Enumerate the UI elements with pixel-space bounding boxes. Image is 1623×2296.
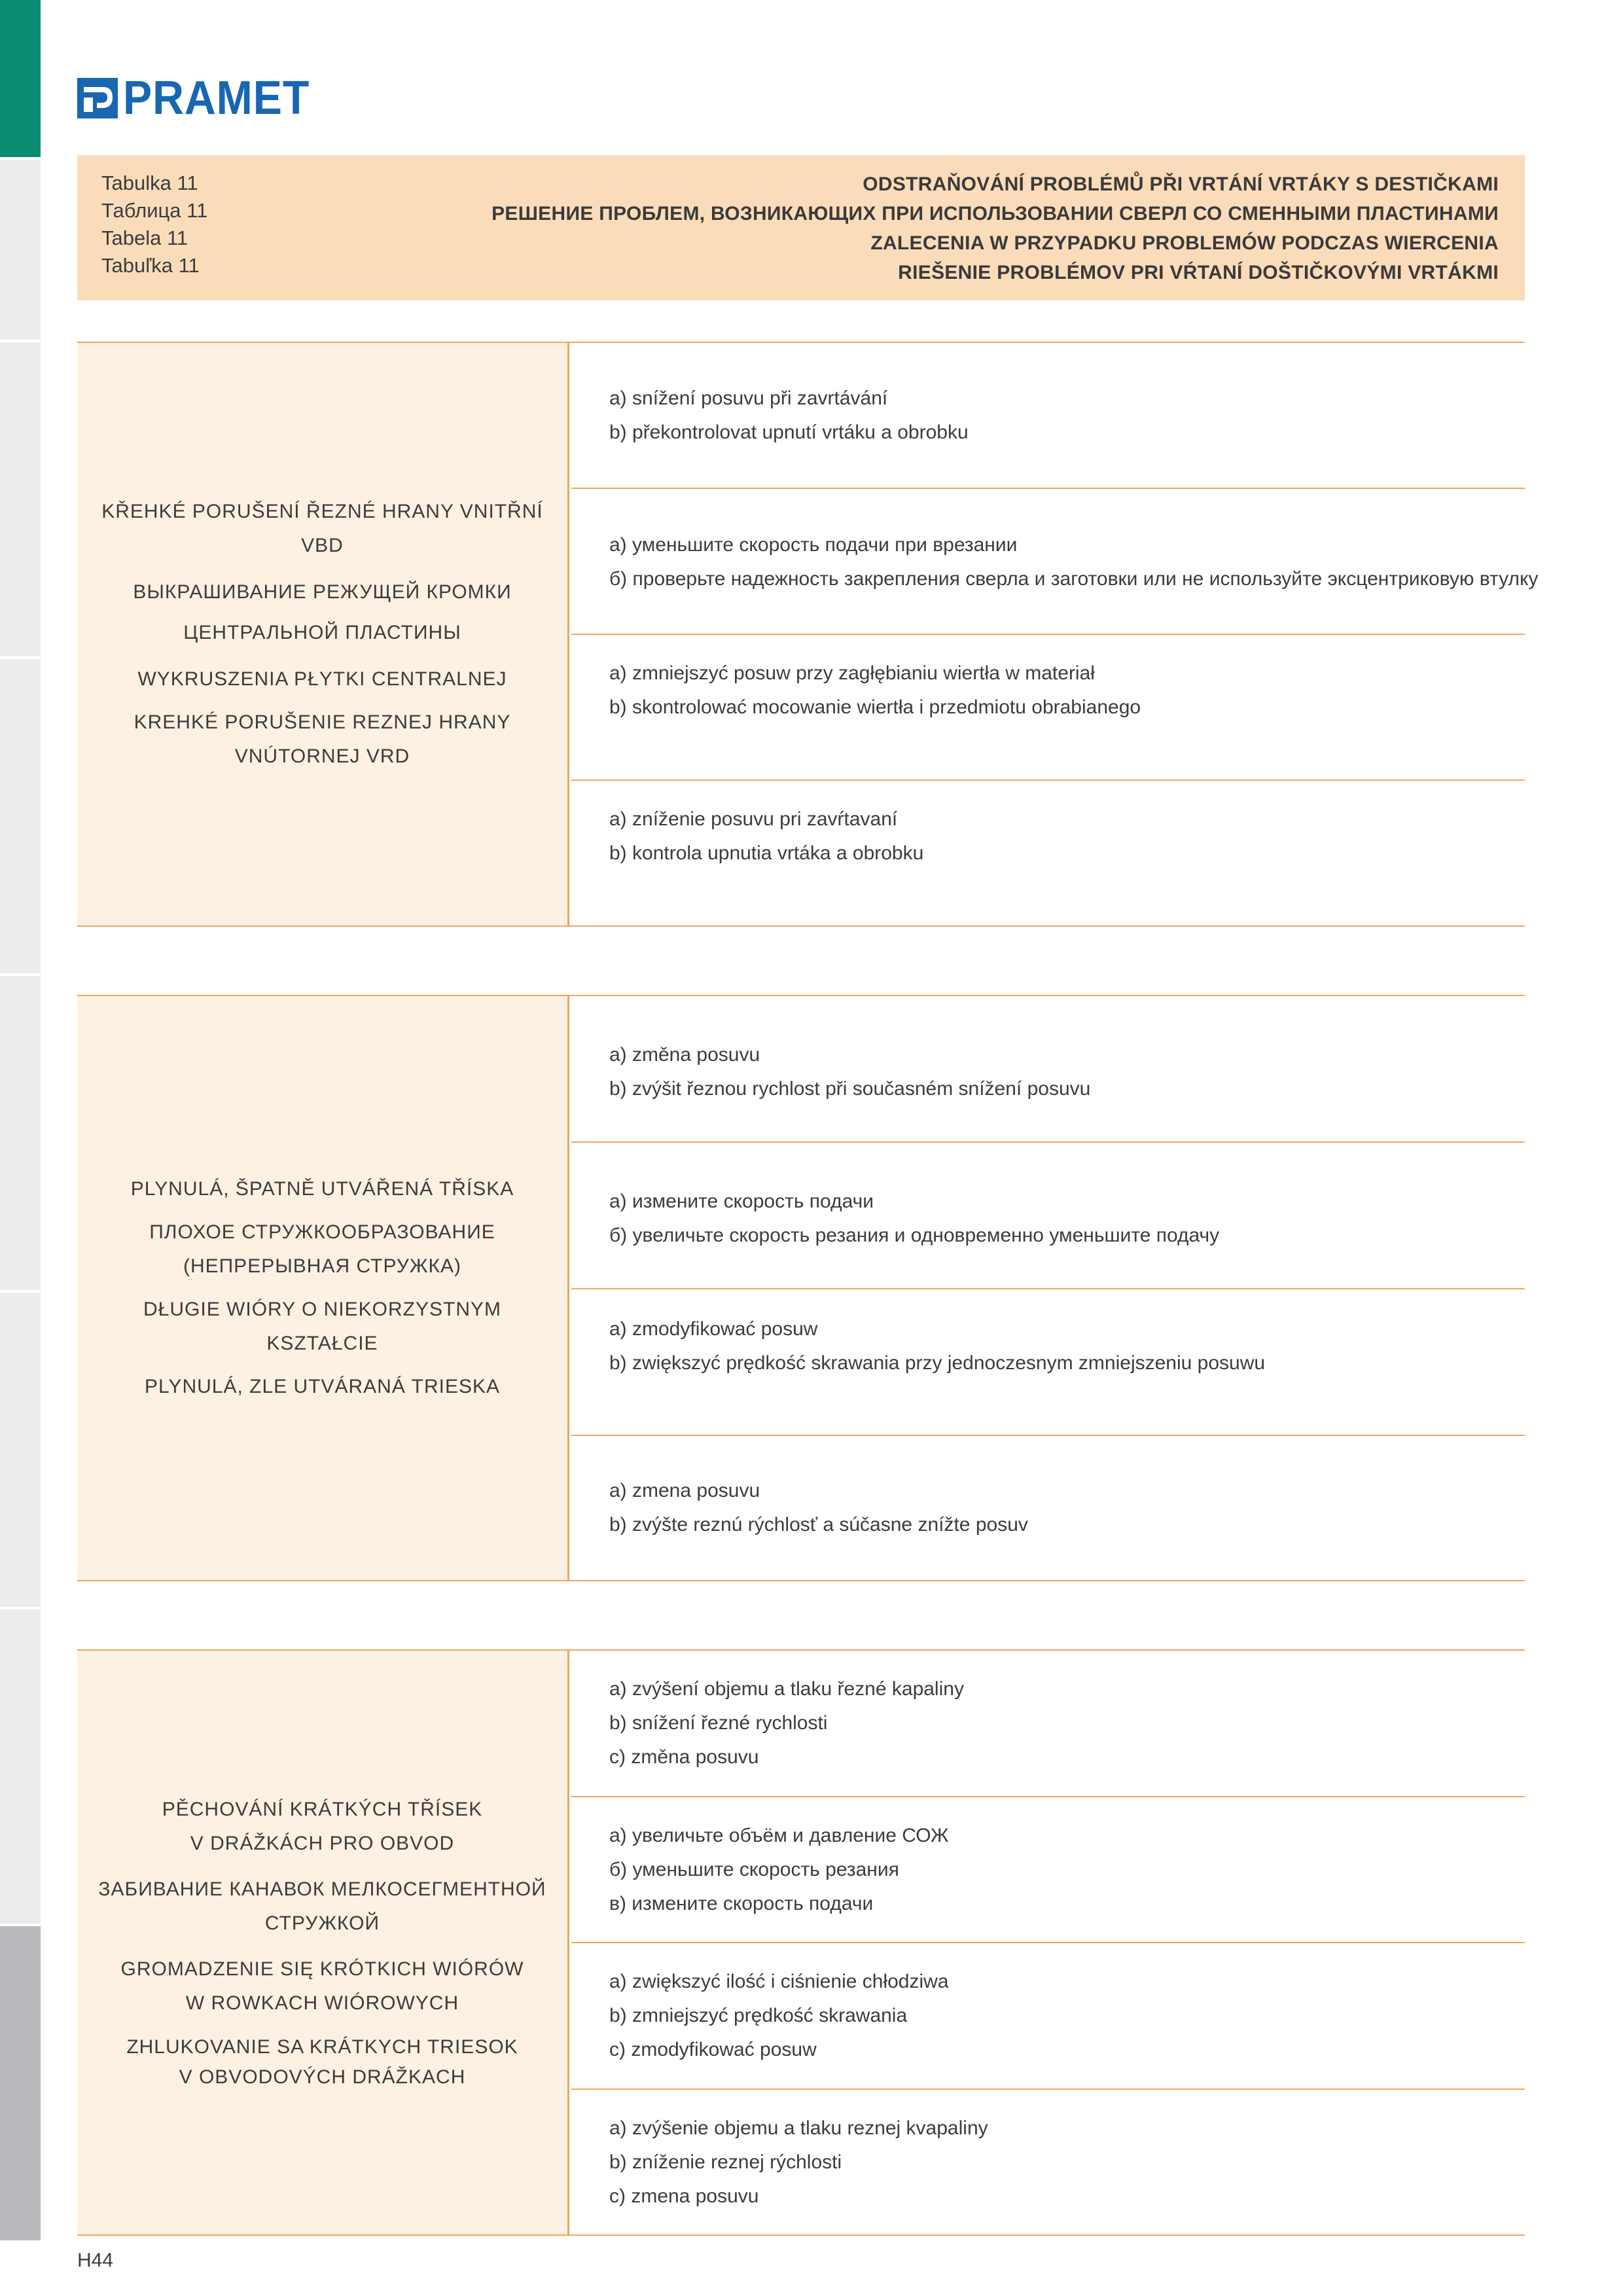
section-tab [0,160,41,342]
solution-line: a) zmena posuvu [609,1480,760,1501]
solution-line: b) zvýšit řeznou rychlost při současném snížení posuvu [609,1078,1091,1100]
table-title: РЕШЕНИЕ ПРОБЛЕМ, ВОЗНИКАЮЩИХ ПРИ ИСПОЛЬЗОВАНИИ СВЕРЛ СО СМЕННЫМИ ПЛАСТИНАМИ [491,203,1499,224]
solution-line: b) kontrola upnutia vrtáka a obrobku [609,842,924,864]
table-titles [491,170,1499,287]
solution-row-pl [571,1288,1525,1435]
section-tab [0,659,41,976]
problem-block [77,995,1525,1581]
table-label: Tabela 11 [101,226,188,249]
problem-text: ЗАБИВАНИЕ КАНАВОК МЕЛКОСЕГМЕНТНОЙ СТРУЖКОЙ [98,1878,546,1934]
section-tab-active [0,0,41,157]
table-title: ZALECENIA W PRZYPADKU PROBLEMÓW PODCZAS WIERCENIA [870,232,1499,254]
solution-row-cs [571,342,1525,488]
solution-line: a) zmniejszyć posuw przy zagłębianiu wiertła w materiał [609,662,1095,684]
table-title: ODSTRAŇOVÁNÍ PROBLÉMŮ PŘI VRTÁNÍ VRTÁKY S DESTIČKAMI [863,173,1499,195]
solution-row-pl [571,634,1525,780]
section-tab [0,1293,41,1609]
solution-line: а) увеличьте объём и давление СОЖ [609,1825,949,1846]
divider [77,2234,1525,2236]
solution-line: в) измените скорость подачи [609,1893,874,1914]
solution-line: a) zwiększyć ilość i ciśnienie chłodziwa [609,1971,949,1992]
solution-row-sk [571,2089,1525,2234]
brand-name: PRAMET [123,72,310,124]
table-title: RIEŠENIE PROBLÉMOV PRI VŔTANÍ DOŠTIČKOVÝMI VRTÁKMI [898,262,1499,283]
problem-cell [77,1649,569,2236]
solution-row-sk [571,780,1525,925]
problem-text: ВЫКРАШИВАНИЕ РЕЖУЩЕЙ КРОМКИ ЦЕНТРАЛЬНОЙ ПЛАСТИНЫ [133,581,512,643]
problem-block [77,342,1539,927]
solution-line: а) измените скорость подачи [609,1191,874,1212]
solution-line: a) snížení posuvu při zavrtávání [609,387,888,409]
table-number-labels [101,170,207,279]
problem-text: ПЛОХОЕ СТРУЖКООБРАЗОВАНИЕ (НЕПРЕРЫВНАЯ СТРУЖКА) [149,1221,495,1277]
solution-row-ru [571,488,1539,634]
solution-line: c) zmodyfikować posuw [609,2039,817,2060]
problem-text: KREHKÉ PORUŠENIE REZNEJ HRANY VNÚTORNEJ VRD [134,711,511,767]
section-tab [0,1609,41,1926]
solution-line: b) zwiększyć prędkość skrawania przy jednoczesnym zmniejszeniu posuwu [609,1352,1266,1374]
solution-line: a) zmodyfikować posuw [609,1318,818,1340]
solution-line: а) уменьшите скорость подачи при врезании [609,534,1018,556]
solution-line: б) проверьте надежность закрепления сверла и заготовки или не используйте эксцентриковую втулку [609,568,1539,590]
solution-line: a) zvýšení objemu a tlaku řezné kapaliny [609,1678,964,1700]
solution-line: b) zmniejszyć prędkość skrawania [609,2005,908,2026]
solution-row-ru [571,1796,1525,1942]
divider [77,925,1525,927]
solution-line: c) zmena posuvu [609,2185,759,2207]
solution-row-sk [571,1435,1525,1580]
solution-row-pl [571,1942,1525,2089]
problem-text: PLYNULÁ, ŠPATNĚ UTVÁŘENÁ TŘÍSKA [130,1178,514,1200]
solution-line: б) увеличьте скорость резания и одновременно уменьшите подачу [609,1225,1220,1246]
table-label: Tabuľka 11 [101,254,200,277]
solution-line: b) zvýšte reznú rýchlosť a súčasne znížte posuv [609,1514,1028,1535]
solution-row-ru [571,1141,1525,1288]
problem-text: DŁUGIE WIÓRY O NIEKORZYSTNYM KSZTAŁCIE [143,1299,501,1354]
section-tab-strip [0,0,41,2296]
table-header [77,155,1525,300]
problem-cell [77,995,569,1581]
problem-cell [77,342,569,927]
solution-line: a) změna posuvu [609,1044,760,1066]
brand-logo [77,73,326,123]
solution-line: c) změna posuvu [609,1746,759,1768]
problem-text: PLYNULÁ, ZLE UTVÁRANÁ TRIESKA [144,1376,501,1397]
solution-row-cs [571,995,1525,1141]
solution-line: b) skontrolować mocowanie wiertła i przedmiotu obrabianego [609,696,1141,718]
logo-mark-icon [77,78,118,118]
page-number: H44 [77,2250,114,2271]
problem-block [77,1649,1525,2236]
problem-text: WYKRUSZENIA PŁYTKI CENTRALNEJ [137,668,507,690]
solution-line: б) уменьшите скорость резания [609,1859,899,1880]
solution-line: b) snížení řezné rychlosti [609,1712,828,1734]
table-label: Таблица 11 [101,199,208,222]
section-tab [0,1926,41,2240]
solution-line: a) zníženie posuvu pri zavŕtavaní [609,808,898,830]
solution-line: b) zníženie reznej rýchlosti [609,2151,842,2173]
table-label: Tabulka 11 [101,171,198,194]
section-tab [0,342,41,659]
solution-line: a) zvýšenie objemu a tlaku reznej kvapaliny [609,2117,988,2139]
problem-text: GROMADZENIE SIĘ KRÓTKICH WIÓRÓW W ROWKACH WIÓROWYCH [120,1958,524,2014]
solution-line: b) překontrolovat upnutí vrtáku a obrobku [609,422,969,443]
section-tab [0,976,41,1293]
divider [77,1580,1525,1581]
solution-row-cs [571,1649,1525,1796]
problem-text: KŘEHKÉ PORUŠENÍ ŘEZNÉ HRANY VNITŘNÍ VBD [101,501,543,556]
problem-text: PĚCHOVÁNÍ KRÁTKÝCH TŘÍSEK V DRÁŽKÁCH PRO OBVOD [162,1799,483,1854]
problem-text: ZHLUKOVANIE SA KRÁTKYCH TRIESOK V OBVODOVÝCH DRÁŽKACH [126,2036,518,2088]
